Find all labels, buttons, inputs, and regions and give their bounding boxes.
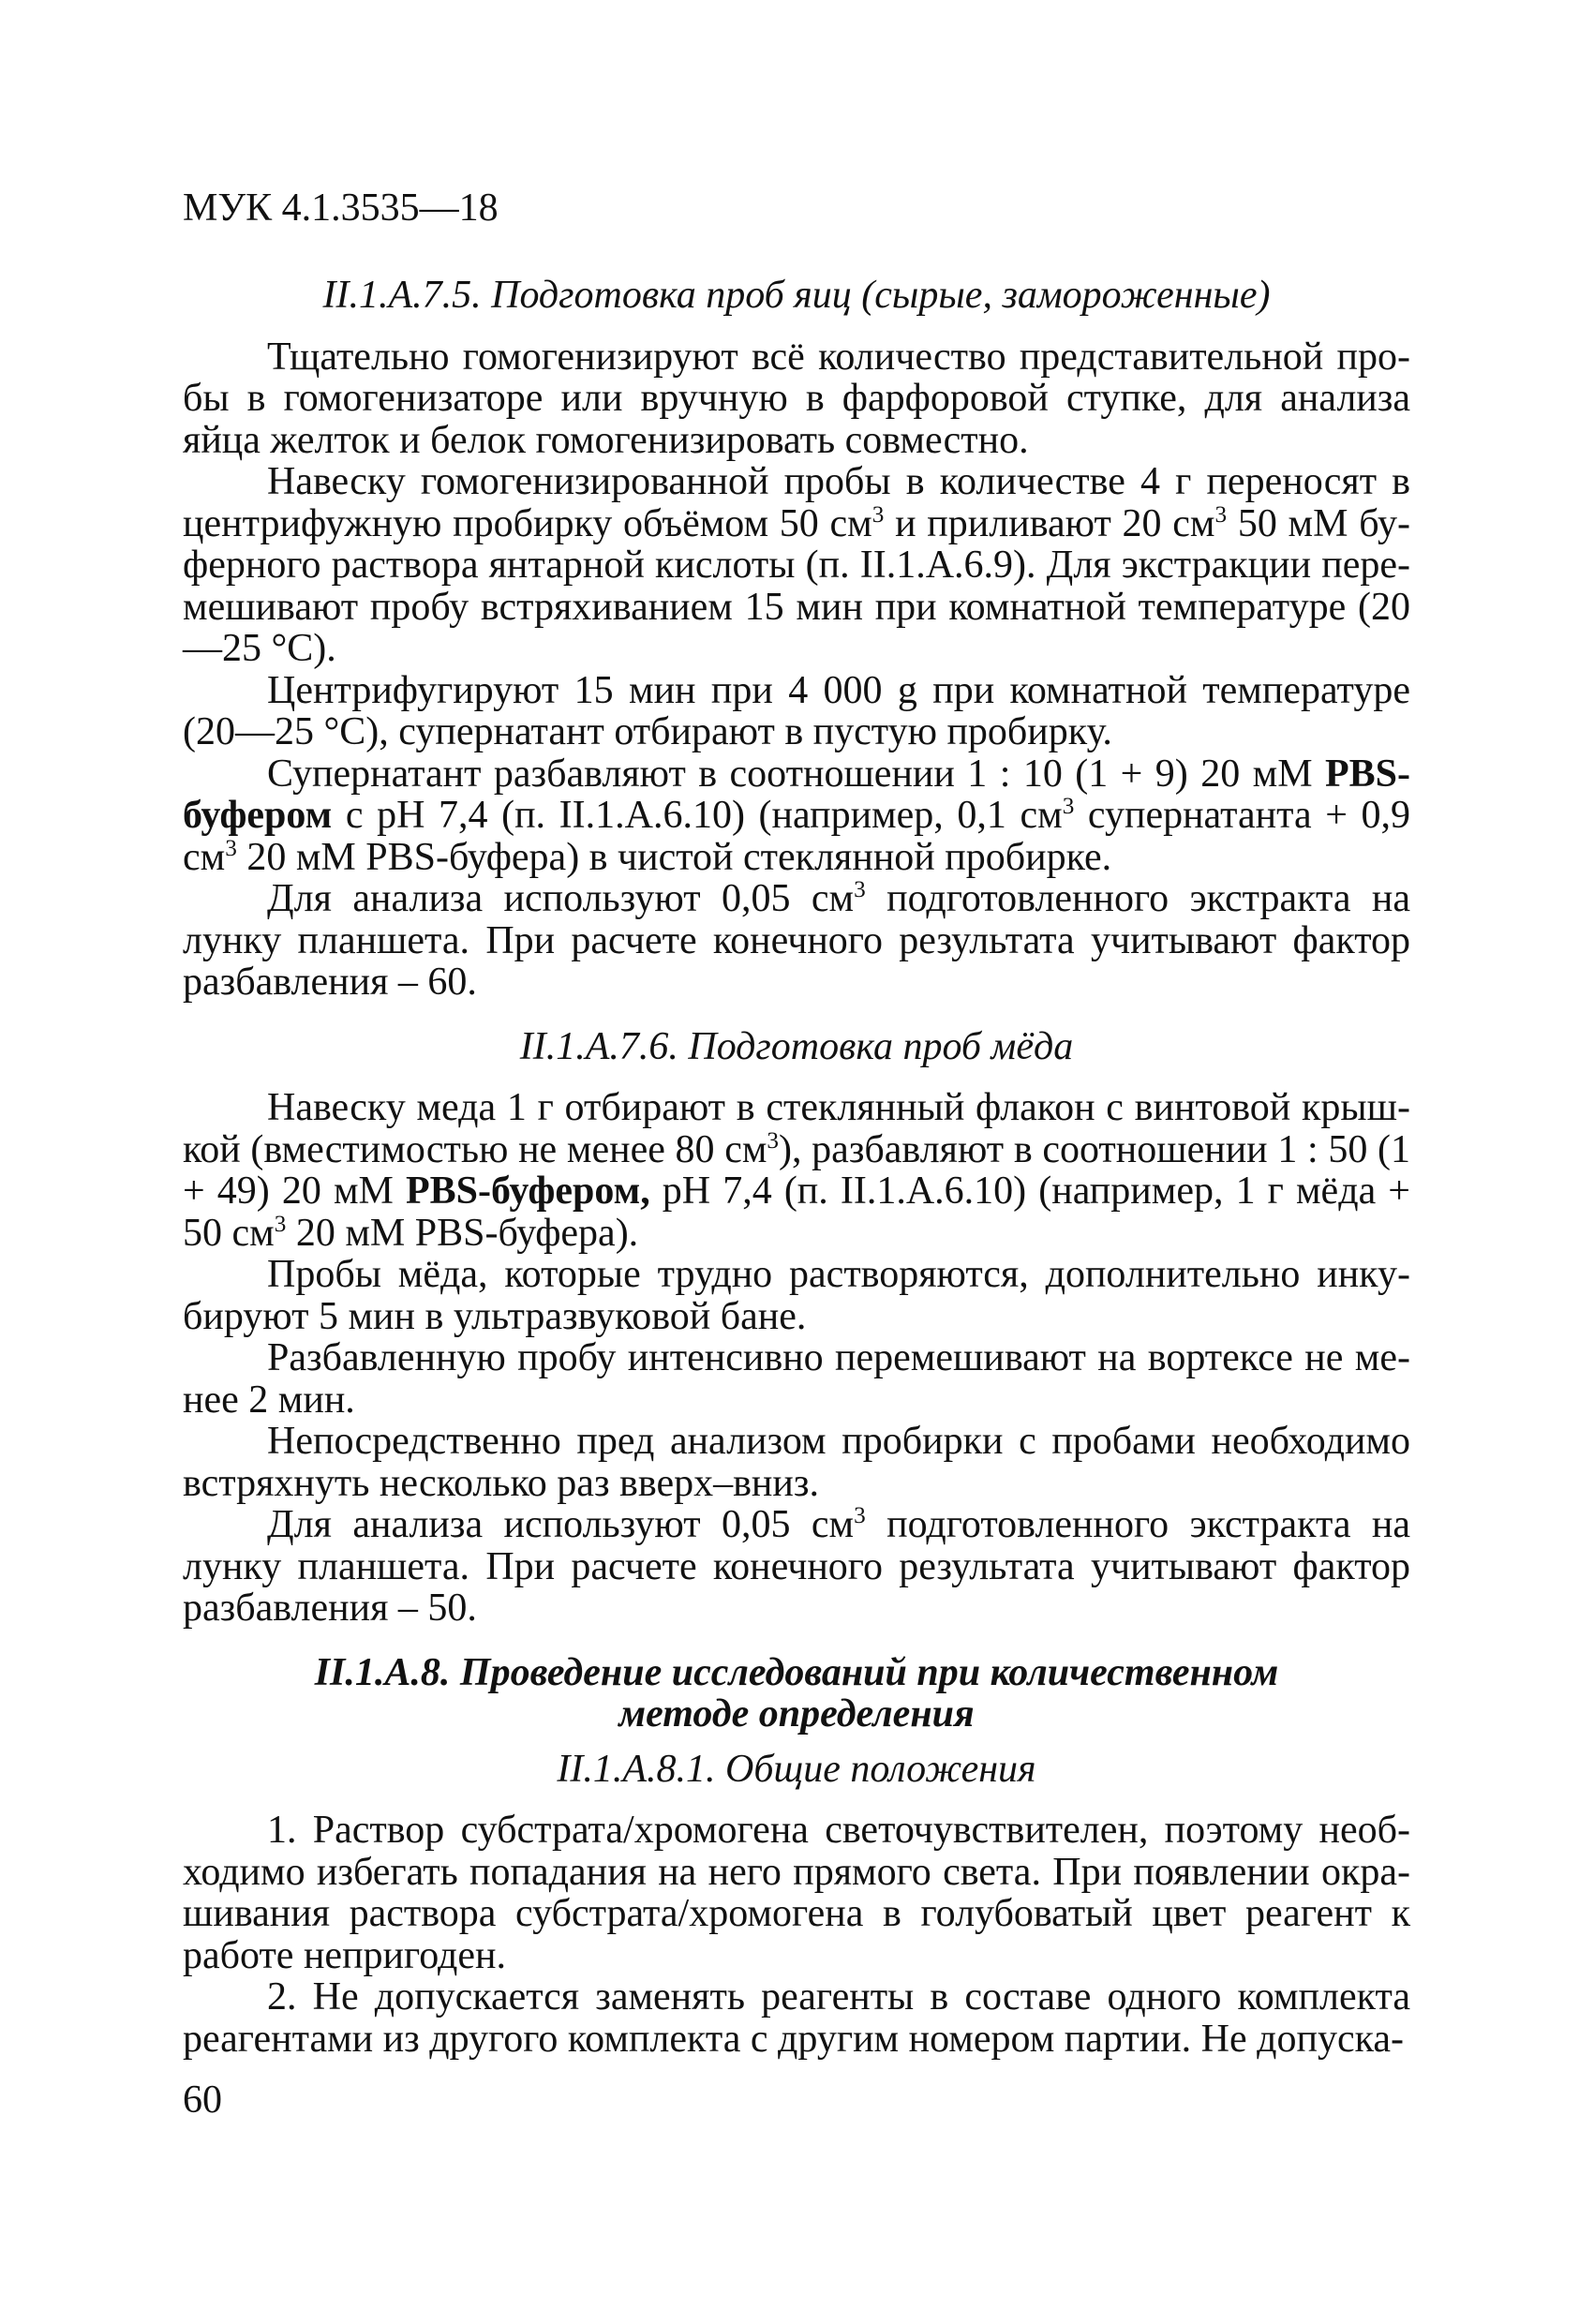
paragraph: Навеску меда 1 г отбирают в стеклянный флакон с винтовой крышкой (вместимостью не менее 80 $см^3$), разбавляют в соотношении 1 : 50 (1 + 49) 20 мМ PBS-буфером, pH 7,4 (п. II.1.A.6.10) (например, 1 г мёда + 50 $см^3$ 20 мМ PBS-буфера). — [183, 1086, 1410, 1255]
page-number: 60 — [183, 2078, 222, 2122]
document-code: МУК 4.1.3535—18 — [183, 186, 499, 230]
paragraph: Для анализа используют 0,05 $см^3$ подготовленного экстракта на лунку планшета. При расчете конечного результата учитывают фактор разбавления – 50. — [183, 1503, 1411, 1630]
paragraph: Навеску гомогенизированной пробы в количестве 4 г переносят в центрифужную пробирку объёмом 50 $см^3$ и приливают 20 $см^3$ 50 мМ буферного раствора янтарной кислоты (п. II.1.A.6.9). Для экстракции перемешивают пробу встряхиванием 15 мин при комнатной температуре (20—25 °С). — [183, 460, 1410, 670]
paragraph: Для анализа используют 0,05 $см^3$ подготовленного экстракта на лунку планшета. При расчете конечного результата учитывают фактор разбавления – 60. — [183, 877, 1411, 1004]
paragraph: Тщательно гомогенизируют всё количество представительной пробы в гомогенизаторе или вручную в фарфоровой ступке, для анализа яйца желток и белок гомогенизировать совместно. — [183, 335, 1410, 462]
paragraph: Пробы мёда, которые трудно растворяются, дополнительно инкубируют 5 мин в ультразвуковой бане. — [183, 1253, 1410, 1338]
section-heading-eggs: II.1.A.7.5. Подготовка проб яиц (сырые, замороженные) — [322, 274, 1271, 317]
paragraph: 1. Раствор субстрата/хромогена светочувствителен, поэтому необходимо избегать попадания на него прямого света. При появлении окрашивания раствора субстрата/хромогена в голубоватый цвет реагент к работе непригоден. — [183, 1809, 1410, 1977]
paragraph: 2. Не допускается заменять реагенты в составе одного комплекта реагентами из другого комплекта с другим номером партии. Не допуска- — [183, 1975, 1410, 2061]
paragraph: Разбавленную пробу интенсивно перемешивают на вортексе не менее 2 мин. — [183, 1336, 1410, 1422]
section-heading-honey: II.1.A.7.6. Подготовка проб мёда — [519, 1024, 1074, 1068]
subsection-heading-general: II.1.A.8.1. Общие положения — [557, 1747, 1036, 1791]
paragraph: Супернатант разбавляют в соотношении 1 : 10 (1 + 9) 20 мМ PBS-буфером с pH 7,4 (п. II.1.A.6.10) (например, 0,1 $см^3$ супернатанта + 0,9 $см^3$ 20 мМ PBS-буфера) в чистой стеклянной пробирке. — [183, 752, 1410, 879]
paragraph: Непосредственно пред анализом пробирки с пробами необходимо встряхнуть несколько раз вверх–вниз. — [183, 1420, 1410, 1505]
section-heading-quantitative: II.1.A.8. Проведение исследований при количественном методе определения — [314, 1650, 1279, 1736]
page-content — [183, 275, 1410, 2060]
paragraph: Центрифугируют 15 мин при 4 000 g при комнатной температуре (20—25 °С), супернатант отбирают в пустую пробирку. — [183, 668, 1410, 753]
